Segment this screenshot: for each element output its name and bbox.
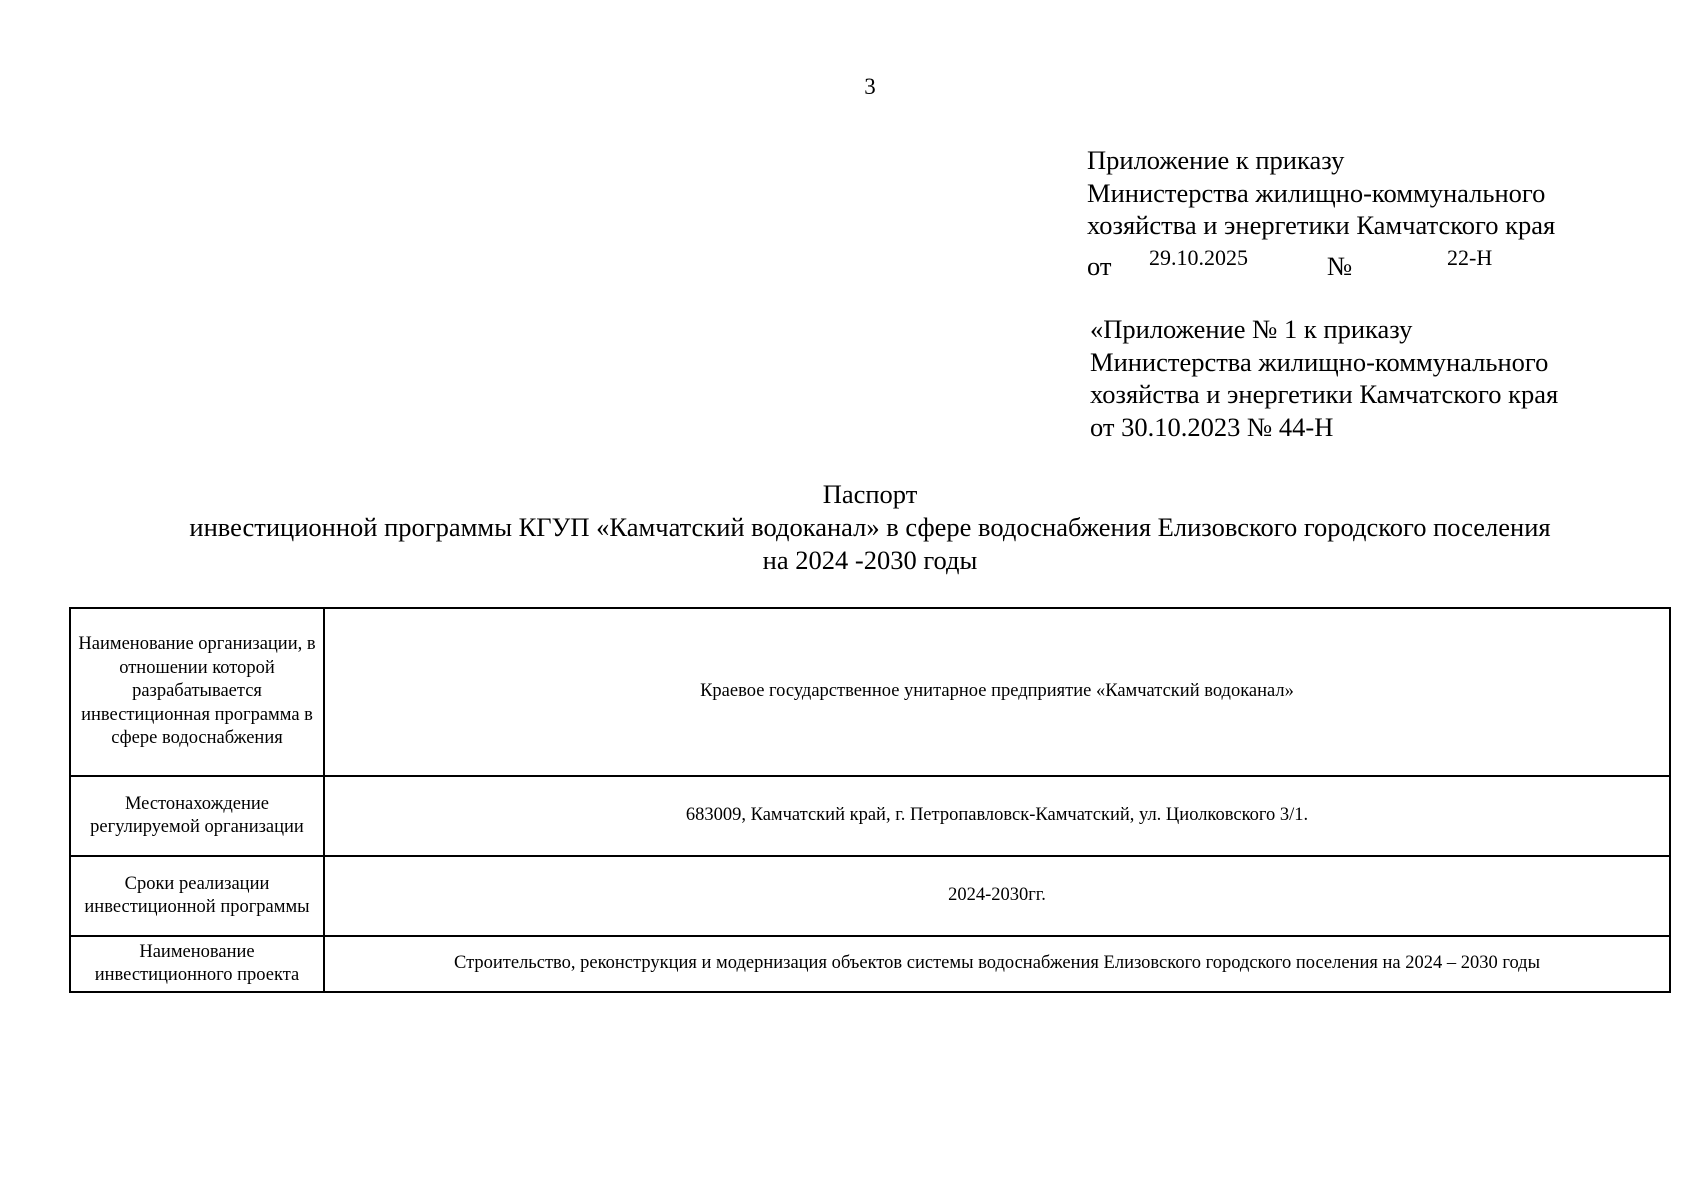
appendix-line: Приложение к приказу bbox=[1087, 145, 1345, 175]
document-title bbox=[60, 478, 1680, 577]
title-subject: инвестиционной программы КГУП «Камчатский водоканал» в сфере водоснабжения Елизовского городского поселения bbox=[189, 512, 1551, 542]
order-details-line bbox=[1087, 242, 1555, 281]
passport-table bbox=[69, 607, 1671, 993]
row-label: Наименование инвестиционного проекта bbox=[70, 936, 324, 992]
row-value: 2024-2030гг. bbox=[324, 856, 1670, 936]
appendix-current-order bbox=[1087, 144, 1556, 281]
appendix-line: хозяйства и энергетики Камчатского края bbox=[1087, 210, 1556, 240]
table-row bbox=[70, 856, 1670, 936]
row-value: Краевое государственное унитарное предприятие «Камчатский водоканал» bbox=[324, 608, 1670, 776]
page-number: 3 bbox=[864, 74, 876, 99]
table-row bbox=[70, 608, 1670, 776]
title-heading: Паспорт bbox=[822, 479, 918, 509]
appendix-line: Министерства жилищно-коммунального bbox=[1087, 177, 1546, 208]
appendix-line: от 30.10.2023 № 44-Н bbox=[1090, 411, 1334, 442]
order-number: 22-Н bbox=[1447, 244, 1493, 270]
table-row bbox=[70, 936, 1670, 992]
row-label: Местонахождение регулируемой организации bbox=[70, 776, 324, 856]
row-value: Строительство, реконструкция и модернизация объектов системы водоснабжения Елизовского городского поселения на 2024 – 2030 годы bbox=[324, 936, 1670, 992]
row-value: 683009, Камчатский край, г. Петропавловск-Камчатский, ул. Циолковского 3/1. bbox=[324, 776, 1670, 856]
order-date: 29.10.2025 bbox=[1149, 244, 1248, 270]
appendix-previous-order bbox=[1090, 313, 1558, 443]
order-number-sign: № bbox=[1327, 250, 1353, 281]
appendix-line: Министерства жилищно-коммунального bbox=[1090, 346, 1549, 377]
appendix-line: «Приложение № 1 к приказу bbox=[1090, 314, 1413, 344]
appendix-line: хозяйства и энергетики Камчатского края bbox=[1090, 379, 1559, 409]
table-row bbox=[70, 776, 1670, 856]
title-period: на 2024 -2030 годы bbox=[762, 545, 978, 575]
row-label: Наименование организации, в отношении которой разрабатывается инвестиционная программа в сфере водоснабжения bbox=[70, 608, 324, 776]
order-from-label: от bbox=[1087, 250, 1112, 281]
row-label: Сроки реализации инвестиционной программы bbox=[70, 856, 324, 936]
